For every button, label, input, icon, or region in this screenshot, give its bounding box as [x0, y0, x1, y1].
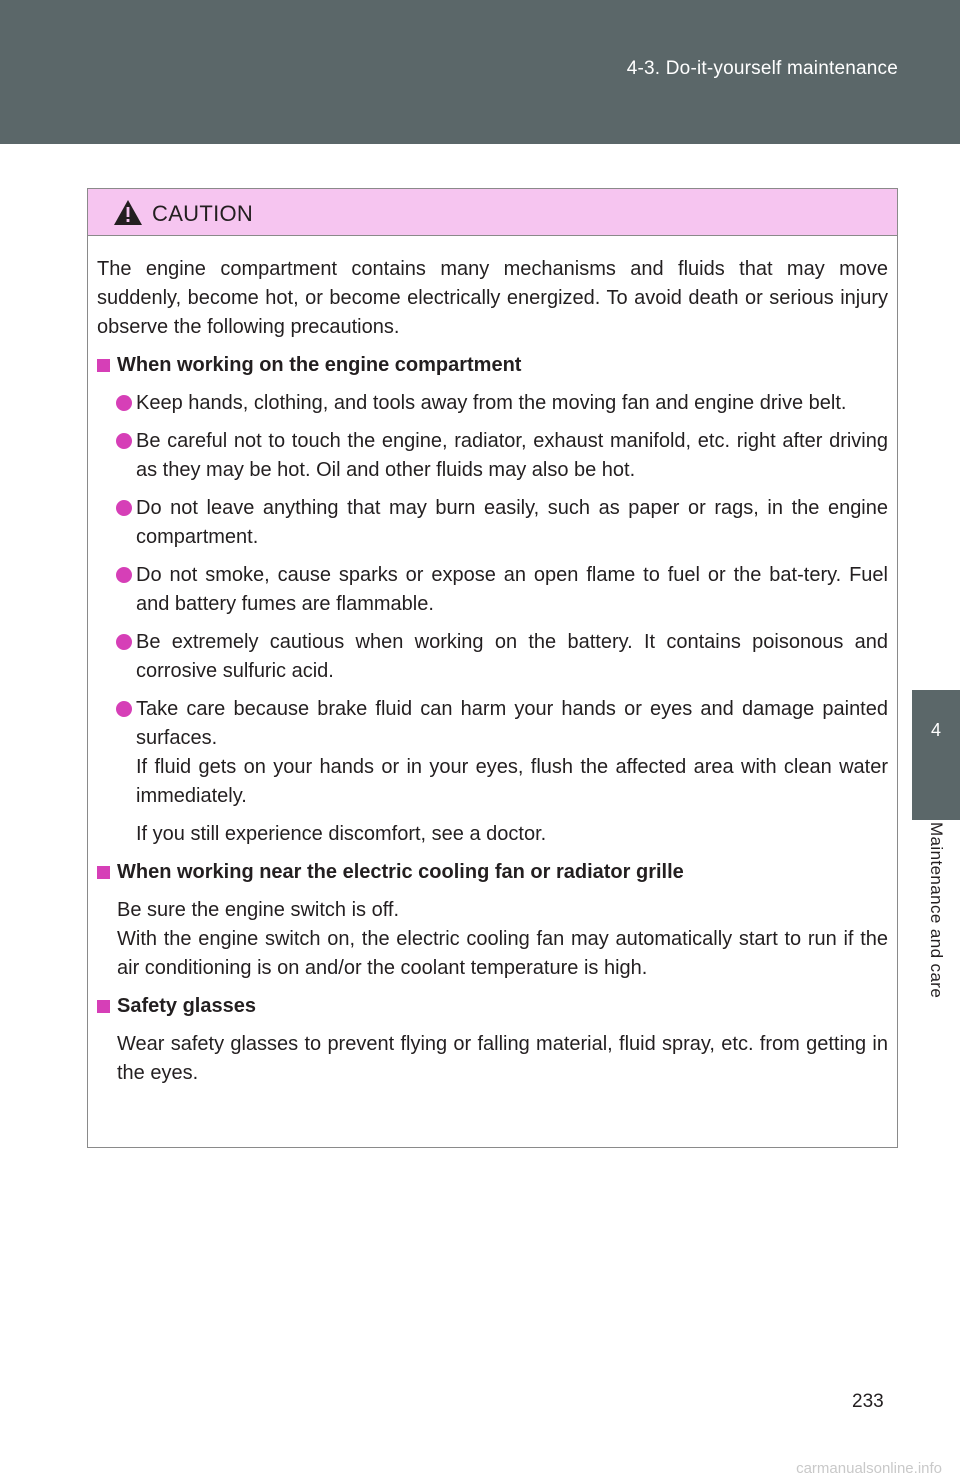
chapter-label — [912, 822, 960, 1042]
section-title: 4-3. Do-it-yourself maintenance — [626, 58, 898, 79]
square-bullet-icon — [97, 359, 110, 372]
list-item-continuation: If fluid gets on your hands or in your eyes, flush the affected area with clean water immediately. — [136, 756, 888, 807]
paragraph: Be sure the engine switch is off. — [117, 899, 400, 921]
circle-bullet-icon — [116, 634, 132, 650]
section-heading-text: When working near the electric cooling fan or radiator grille — [117, 861, 684, 883]
list-item-text: Do not smoke, cause sparks or expose an open flame to fuel or the bat-tery. Fuel and battery fumes are flammable. — [136, 564, 888, 615]
caution-header — [88, 189, 897, 236]
section-heading-engine-compartment — [97, 351, 888, 380]
caution-title: CAUTION — [152, 201, 254, 226]
list-item-text: Be careful not to touch the engine, radiator, exhaust manifold, etc. right after driving as they may be hot. Oil and other fluids may also be hot. — [136, 430, 888, 481]
circle-bullet-icon — [116, 433, 132, 449]
paragraph: With the engine switch on, the electric cooling fan may automatically start to run if the air conditioning is on and/or the coolant temperature is high. — [117, 928, 888, 979]
circle-bullet-icon — [116, 567, 132, 583]
list-item — [97, 695, 888, 753]
circle-bullet-icon — [116, 500, 132, 516]
list-item — [97, 427, 888, 485]
warning-triangle-icon — [113, 199, 143, 226]
chapter-tab — [912, 690, 960, 820]
section-heading-cooling-fan — [97, 858, 888, 887]
chapter-label-text: Maintenance and care — [927, 822, 946, 999]
watermark: carmanualsonline.info — [796, 1460, 942, 1477]
list-item — [97, 494, 888, 552]
list-item-note: If you still experience discomfort, see a doctor. — [136, 823, 547, 845]
circle-bullet-icon — [116, 701, 132, 717]
chapter-number: 4 — [930, 720, 941, 740]
section-heading-text: Safety glasses — [117, 995, 256, 1017]
list-item-text: Take care because brake fluid can harm your hands or eyes and damage painted surfaces. — [136, 698, 888, 749]
section-heading-text: When working on the engine compartment — [117, 354, 522, 376]
list-item — [97, 389, 888, 418]
circle-bullet-icon — [116, 395, 132, 411]
list-item — [97, 628, 888, 686]
caution-body — [88, 236, 897, 1088]
paragraph: Wear safety glasses to prevent flying or falling material, fluid spray, etc. from getting in the eyes. — [117, 1033, 888, 1084]
square-bullet-icon — [97, 866, 110, 879]
caution-intro: The engine compartment contains many mechanisms and fluids that may move suddenly, become hot, or become electrically energized. To avoid death or serious injury observe the following precautions. — [97, 258, 888, 338]
square-bullet-icon — [97, 1000, 110, 1013]
list-item — [97, 561, 888, 619]
page-header — [0, 0, 960, 144]
list-item-text: Keep hands, clothing, and tools away from the moving fan and engine drive belt. — [136, 392, 847, 414]
list-item-text: Do not leave anything that may burn easily, such as paper or rags, in the engine compartment. — [136, 497, 888, 548]
section-heading-safety-glasses — [97, 992, 888, 1021]
list-item-text: Be extremely cautious when working on the battery. It contains poisonous and corrosive sulfuric acid. — [136, 631, 888, 682]
caution-box — [87, 188, 898, 1148]
page-number: 233 — [852, 1391, 884, 1412]
